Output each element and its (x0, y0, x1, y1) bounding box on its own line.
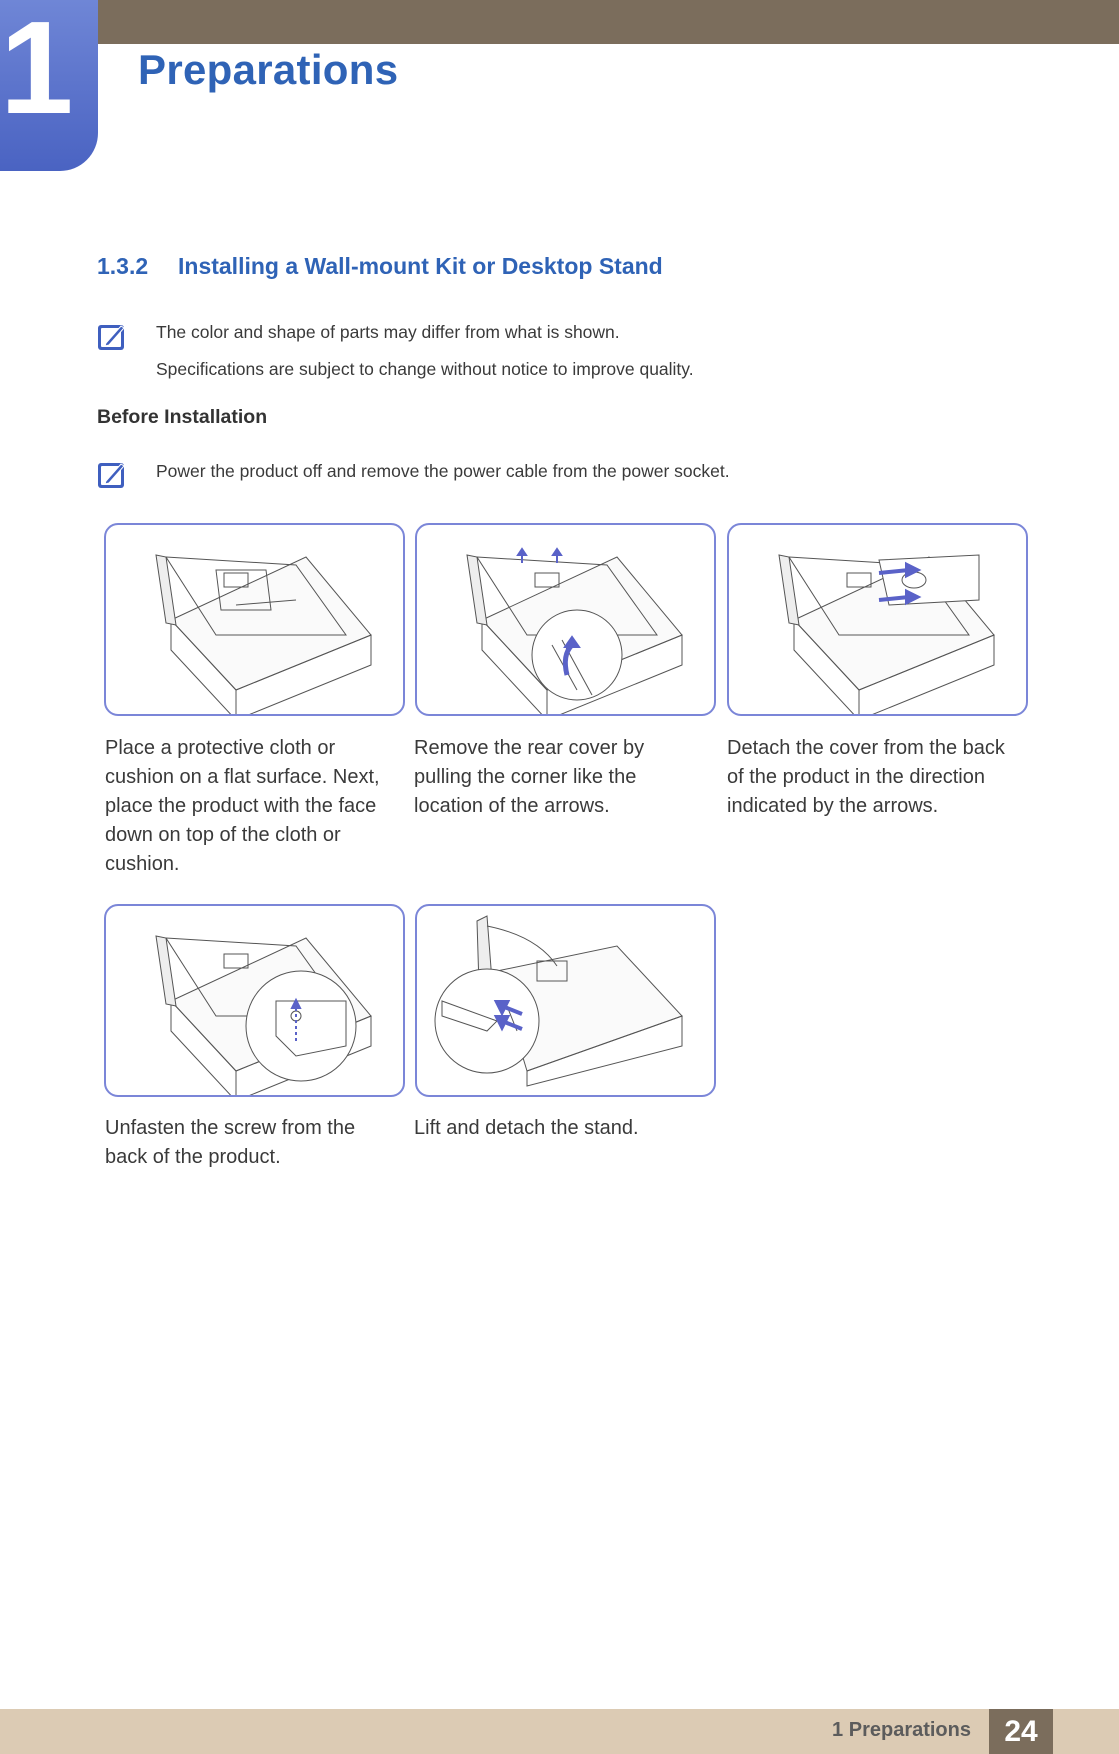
step-3-illustration (727, 523, 1028, 716)
step-4-caption: Unfasten the screw from the back of the product. (105, 1117, 356, 1168)
step-2-illustration (415, 523, 716, 716)
note-text-parts: The color and shape of parts may differ from what is shown. (156, 322, 620, 342)
note-icon (97, 460, 127, 490)
step-3-caption: Detach the cover from the back of the product in the direction indicated by the arrows. (727, 737, 1005, 817)
section-heading (97, 253, 663, 280)
step-1-caption: Place a protective cloth or cushion on a flat surface. Next, place the product with the face down on top of the cloth or cushion. (105, 737, 380, 875)
step-4-illustration (104, 904, 405, 1097)
note-text-power: Power the product off and remove the power cable from the power socket. (156, 461, 730, 481)
before-installation-heading: Before Installation (97, 406, 268, 428)
page-number: 24 (989, 1709, 1053, 1754)
header-bar (0, 0, 1119, 44)
step-5-caption: Lift and detach the stand. (414, 1117, 639, 1139)
step-5-illustration (415, 904, 716, 1097)
section-title: Installing a Wall-mount Kit or Desktop Stand (178, 253, 663, 279)
step-2-caption: Remove the rear cover by pulling the corner like the location of the arrows. (414, 737, 645, 817)
chapter-tab (0, 0, 98, 171)
section-number: 1.3.2 (97, 253, 149, 279)
footer-bar (0, 1709, 1119, 1754)
chapter-number: 1 (0, 0, 74, 141)
chapter-title: Preparations (138, 46, 399, 93)
note-text-specs: Specifications are subject to change without notice to improve quality. (156, 359, 694, 379)
footer-chapter-label: 1 Preparations (832, 1719, 971, 1741)
step-1-illustration (104, 523, 405, 716)
note-icon (97, 322, 127, 352)
